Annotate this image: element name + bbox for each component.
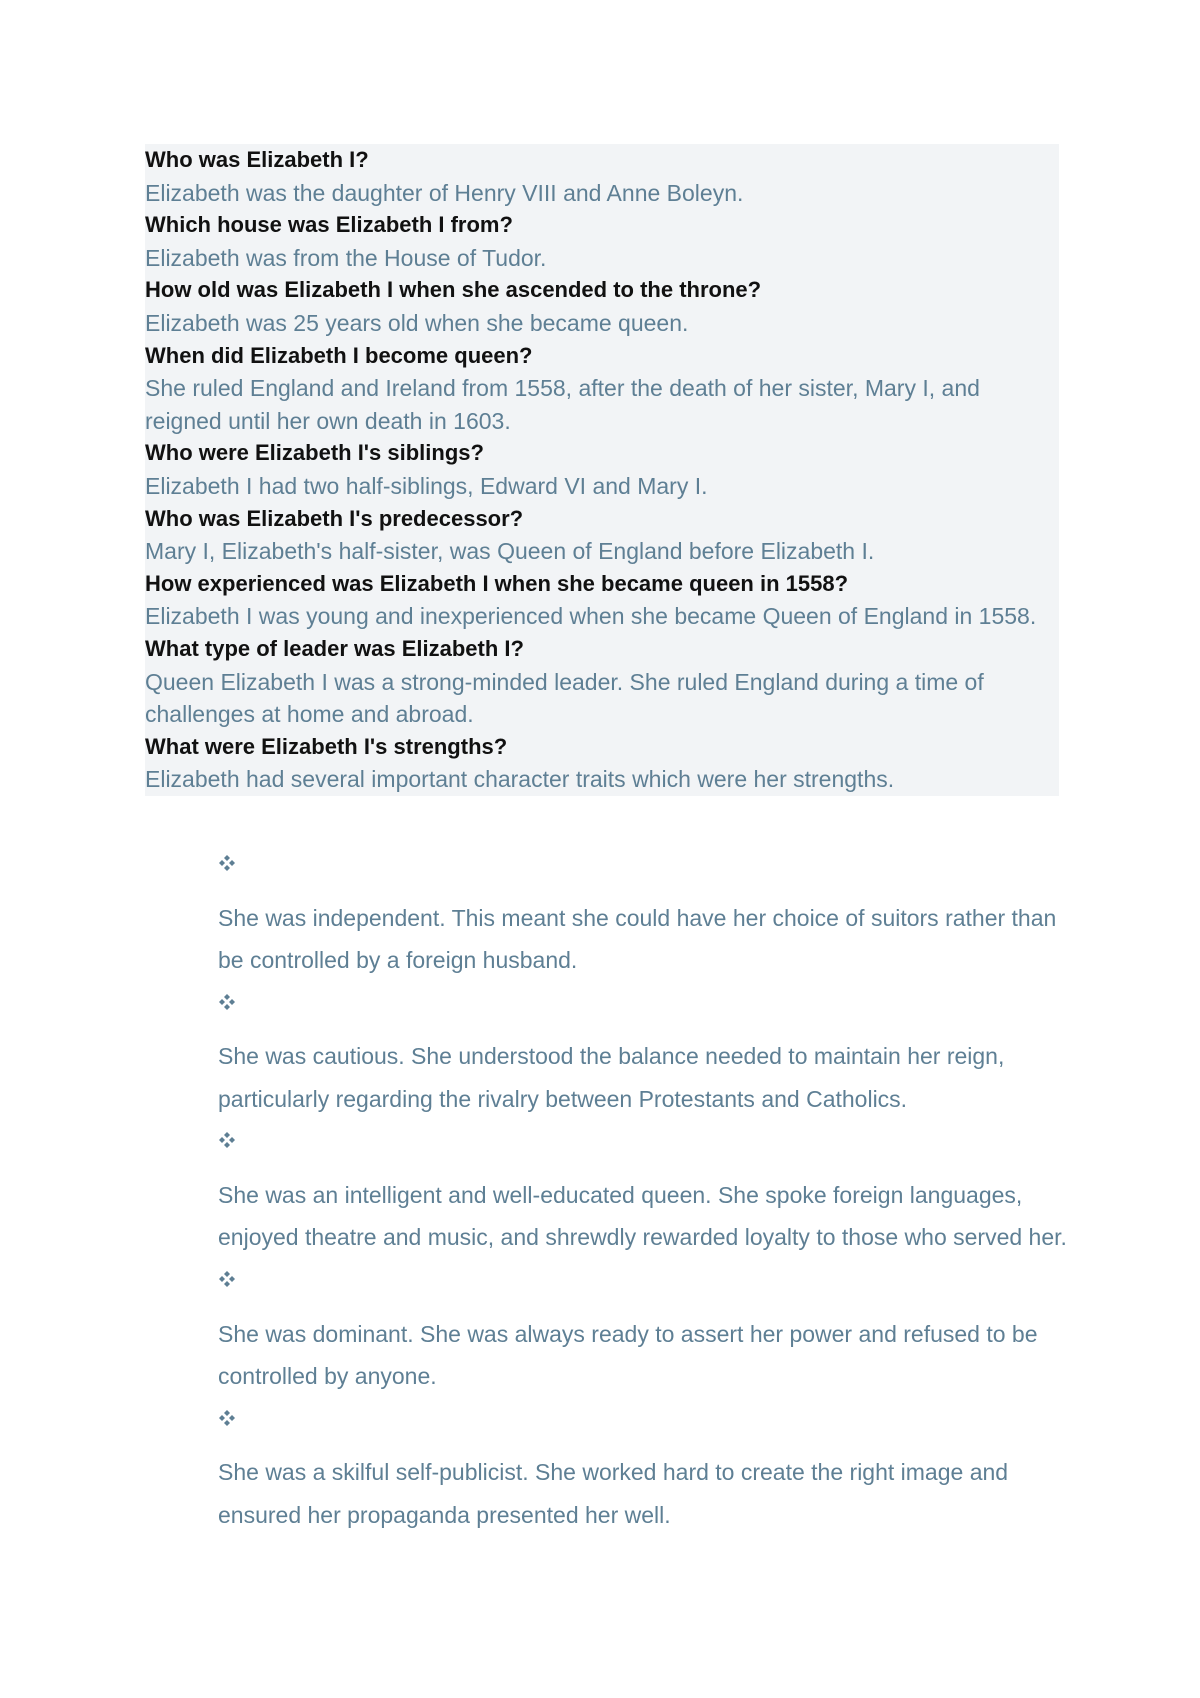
list-item bbox=[218, 1131, 1068, 1259]
answer-5: Elizabeth I had two half-siblings, Edward VI and Mary I. bbox=[145, 472, 708, 499]
question-4: When did Elizabeth I become queen? bbox=[145, 342, 533, 368]
qa-section bbox=[145, 144, 1059, 796]
answer-7: Elizabeth I was young and inexperienced when she became Queen of England in 1558. bbox=[145, 603, 1037, 630]
strengths-list bbox=[218, 843, 1068, 1536]
answer-1: Elizabeth was the daughter of Henry VIII and Anne Boleyn. bbox=[145, 179, 744, 206]
list-item bbox=[218, 1409, 1068, 1537]
question-5: Who were Elizabeth I's siblings? bbox=[145, 440, 484, 466]
question-6: Who was Elizabeth I's predecessor? bbox=[145, 505, 524, 531]
question-9: What were Elizabeth I's strengths? bbox=[145, 733, 508, 759]
question-2: Which house was Elizabeth I from? bbox=[145, 212, 513, 238]
answer-4: She ruled England and Ireland from 1558, after the death of her sister, Mary I, and reigned until her own death in 1603. bbox=[145, 375, 980, 434]
answer-3: Elizabeth was 25 years old when she became queen. bbox=[145, 309, 689, 336]
strength-text: She was a skilful self-publicist. She worked hard to create the right image and ensured her propaganda presented her well. bbox=[218, 1459, 1009, 1528]
list-item bbox=[218, 854, 1068, 982]
question-7: How experienced was Elizabeth I when she became queen in 1558? bbox=[145, 570, 849, 596]
strength-text: She was independent. This meant she could have her choice of suitors rather than be controlled by a foreign husband. bbox=[218, 904, 1057, 974]
question-3: How old was Elizabeth I when she ascended to the throne? bbox=[145, 277, 762, 303]
strength-text: She was cautious. She understood the balance needed to maintain her reign, particularly regarding the rivalry between Protestants and Catholics. bbox=[218, 1043, 1005, 1112]
diamond-bullet-icon bbox=[218, 1270, 1068, 1313]
diamond-bullet-icon bbox=[218, 993, 1068, 1036]
list-item bbox=[218, 1270, 1068, 1398]
diamond-bullet-icon bbox=[218, 854, 1068, 897]
strength-text: She was dominant. She was always ready to assert her power and refused to be controlled by anyone. bbox=[218, 1320, 1038, 1390]
answer-6: Mary I, Elizabeth's half-sister, was Queen of England before Elizabeth I. bbox=[145, 538, 875, 565]
answer-9: Elizabeth had several important character traits which were her strengths. bbox=[145, 766, 895, 793]
answer-8: Queen Elizabeth I was a strong-minded leader. She ruled England during a time of challenges at home and abroad. bbox=[145, 668, 984, 728]
question-8: What type of leader was Elizabeth I? bbox=[145, 635, 524, 661]
answer-2: Elizabeth was from the House of Tudor. bbox=[145, 244, 547, 271]
diamond-bullet-icon bbox=[218, 1409, 1068, 1452]
question-1: Who was Elizabeth I? bbox=[145, 147, 369, 172]
strength-text: She was an intelligent and well-educated queen. She spoke foreign languages, enjoyed theatre and music, and shrewdly rewarded loyalty to those who served her. bbox=[218, 1181, 1067, 1251]
diamond-bullet-icon bbox=[218, 1131, 1068, 1174]
list-item bbox=[218, 993, 1068, 1121]
